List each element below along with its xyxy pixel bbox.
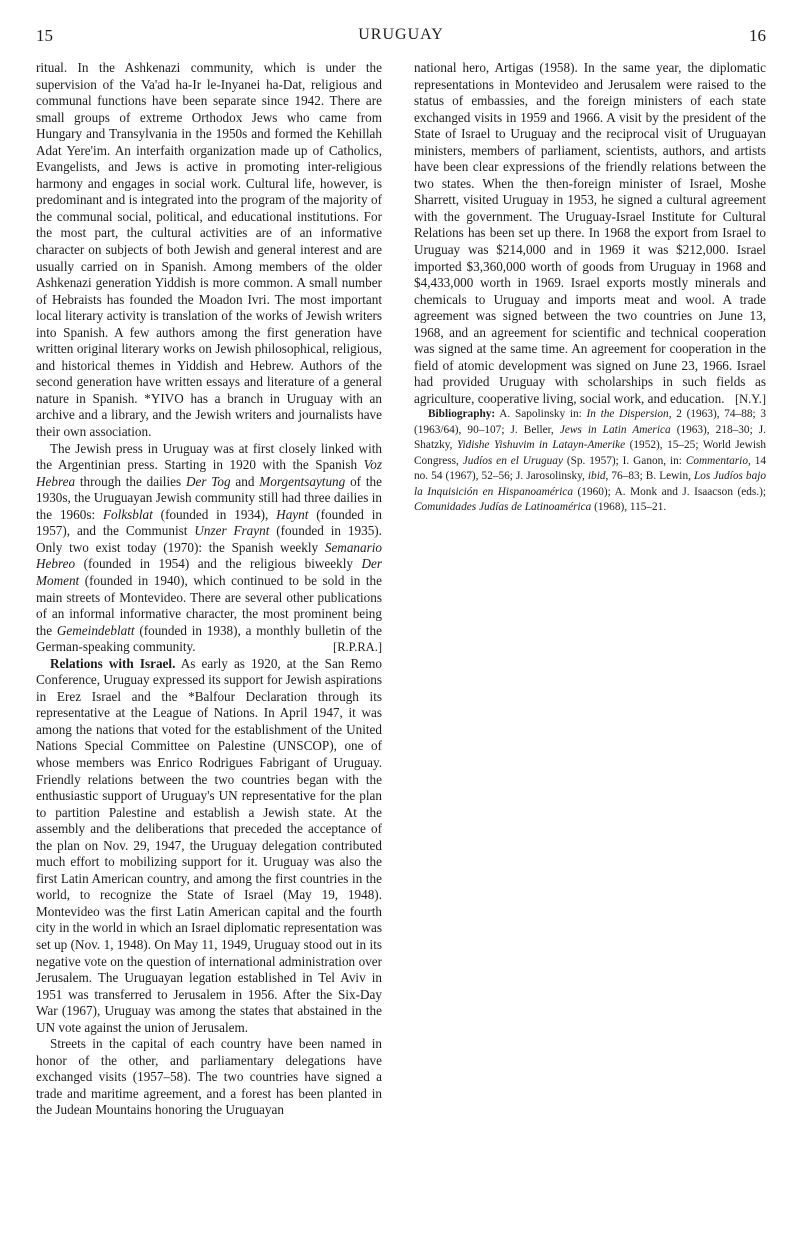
left-column: [36, 60, 382, 1119]
page-number-right: 16: [749, 26, 766, 45]
paragraph-diplomatic: national hero, Artigas (1958). In the same year, the diplomatic representations in Montevideo and Jerusalem were raised to the status of embassies, and the foreign ministers of each state exchanged visits in 1959 and 1966. A visit by the president of the State of Israel to Uruguay and the reciprocal visit of Uruguayan ministers, members of parliament, scientists, authors, and artists have been clear expressions of the friendly relations between the two states. When the then-foreign minister of Israel, Moshe Sharrett, visited Uruguay in 1953, he signed a cultural agreement with the government. The Uruguay-Israel Institute for Cultural Relations has been set up there. In 1968 the export from Israel to Uruguay was $214,000 and in 1969 it was $212,000. Israel imported $3,360,000 worth of goods from Uruguay in 1968 and $4,433,000 worth in 1969. Israel exports mostly minerals and chemicals to Uruguay and imports meat and wool. A trade agreement was signed between the two countries on June 13, 1968, and an agreement for scientific and technical cooperation was signed at the same time. An agreement for cooperation in the field of atomic development was signed on June 23, 1966. Israel had provided Uruguay with scholarships in such fields as agriculture, cooperative living, social work, and education. [N.Y.]: [414, 60, 766, 406]
paragraph-press: The Jewish press in Uruguay was at first closely linked with the Argentinian press. Starting in 1920 with the Spanish Voz Hebrea through the dailies Der Tog and Morgentsaytung of the 1930s, the Uruguayan Jewish community still had three dailies in the 1960s: Folksblat (founded in 1934), Haynt (founded in 1957), and the Communist Unzer Fraynt (founded in 1935). Only two exist today (1970): the Spanish weekly Semanario Hebreo (founded in 1954) and the religious biweekly Der Moment (founded in 1940), which continued to be sold in the main streets of Montevideo. There are several other publications of an informal informative character, the most prominent being the Gemeindeblatt (founded in 1938), a monthly bulletin of the German-speaking community. [R.P.RA.]: [36, 440, 382, 655]
paragraph-relations-with-israel: Relations with Israel. As early as 1920, at the San Remo Conference, Uruguay expressed its support for Jewish aspirations in Erez Israel and the *Balfour Declaration through its representative at the League of Nations. In April 1947, it was among the nations that voted for the establishment of the United Nations Special Committee on Palestine (UNSCOP), one of whose members was Enrico Rodrigues Fabrigant of Uruguay. Friendly relations between the two countries began with the enthusiastic support of Uruguay's UN representative for the plan to partition Palestine and establish a Jewish state. At the assembly and the deliberations that preceded the acceptance of the plan on Nov. 29, 1947, the Uruguay delegation contributed much effort to mobilizing support for it. Uruguay was also the first Latin American country, and among the first countries in the world, to recognize the State of Israel (May 19, 1948). Montevideo was the first Latin American capital and the fourth city in the world in which an Israel diplomatic representation was set up (Nov. 1, 1948). On May 11, 1949, Uruguay stood out in its negative vote on the question of international administration over Jerusalem. The Uruguayan legation established in Tel Aviv in 1951 was transferred to Jerusalem in 1956. After the Six-Day War (1967), Uruguay was among the states that abstained in the UN vote against the union of Jerusalem.: [36, 655, 382, 1035]
bibliography: Bibliography: A. Sapolinsky in: In the Dispersion, 2 (1963), 74–88; 3 (1963/64), 90–107; J. Beller, Jews in Latin America (1963), 218–30; J. Shatzky, Yidishe Yishuvim in Latayn-Amerike (1952), 15–25; World Jewish Congress, Judíos en el Uruguay (Sp. 1957); I. Ganon, in: Commentario, 14 no. 54 (1967), 52–56; J. Jarosolinsky, ibid, 76–83; B. Lewin, Los Judíos bajo la Inquisición en Hispanoamérica (1960); A. Monk and J. Isaacson (eds.); Comunidades Judías de Latinoamérica (1968), 115–21.: [414, 408, 767, 514]
page-number-left: 15: [36, 26, 53, 45]
bibliography-label: Bibliography:: [428, 408, 496, 421]
author-signature: [R.P.RA.]: [333, 640, 382, 655]
section-heading: Relations with Israel.: [50, 655, 176, 671]
page-header: [36, 26, 766, 50]
paragraph-community: ritual. In the Ashkenazi community, which is under the supervision of the Va'ad ha-Ir le-Inyanei ha-Dat, religious and communal functions have been separate since 1942. There are small groups of extreme Orthodox Jews who came from Hungary and Transylvania in the 1950s and formed the Kehillah Adat Yere'im. An interfaith organization made up of Catholics, Evangelists, and Jews is active in promoting inter-religious harmony and engages in social work. Cultural life, however, is predominant and is integrated into the program of the majority of the communal social, political, and educational institutions. For the most part, the cultural activities are of an informative character on subjects of both Jewish and general interest and are usually carried on in Spanish. Among members of the older Ashkenazi generation Yiddish is more common. A small number of Hebraists has founded the Moadon Ivri. The most important local literary activity is translation of the works of Jewish writers into Spanish. A few authors among the first generation have written original literary works on Jewish philosophical, religious, and historical themes in Yiddish and Hebrew. Authors of the second generation have written essays and literature of a general nature in Spanish. *YIVO has a branch in Uruguay with an archive and a library, and the Jewish writers and journalists have their own association.: [36, 60, 382, 440]
right-column: [414, 60, 766, 516]
paragraph-streets: Streets in the capital of each country have been named in honor of the other, and parliamentary delegations have exchanged visits (1957–58). The two countries have signed a trade and maritime agreement, and a forest has been planted in the Judean Mountains honoring the Uruguayan: [36, 1036, 382, 1118]
running-title: URUGUAY: [358, 26, 444, 43]
author-signature: [N.Y.]: [734, 391, 766, 406]
